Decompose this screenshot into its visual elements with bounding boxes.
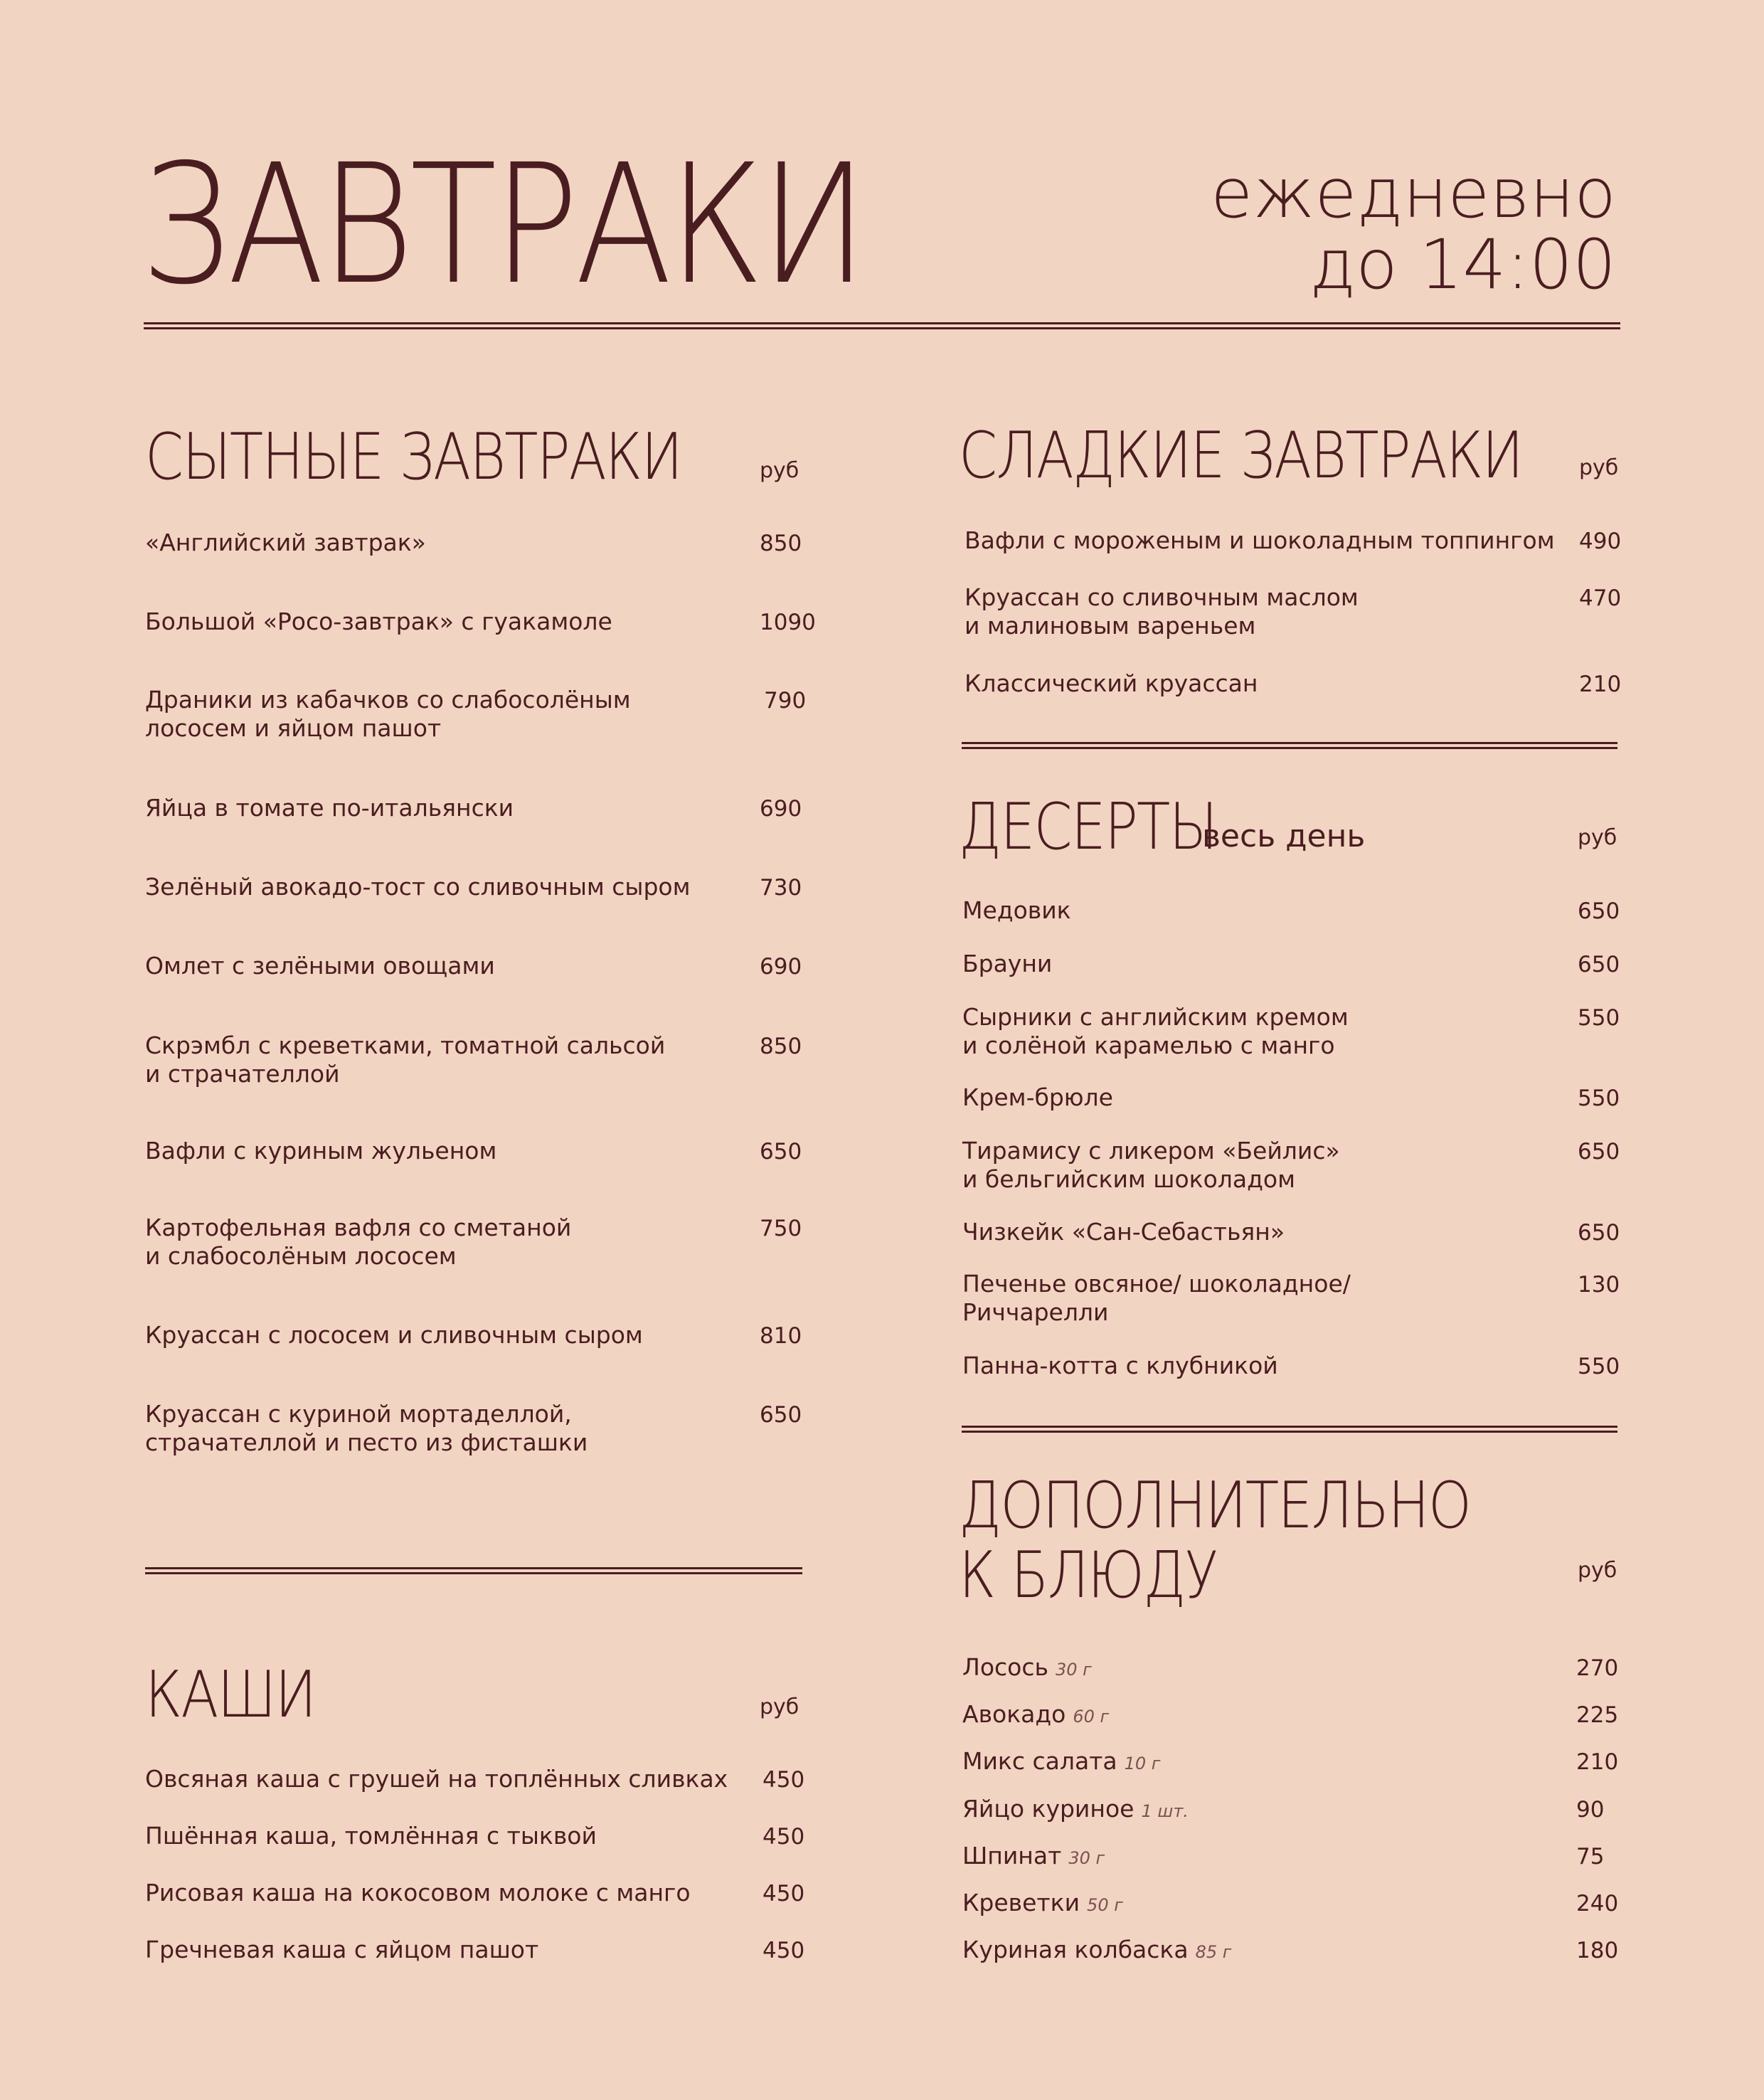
section-divider <box>962 1426 1617 1433</box>
menu-item-name-line2: и бельгийским шоколадом <box>962 1165 1295 1193</box>
menu-item-name: Гречневая каша с яйцом пашот <box>145 1936 539 1963</box>
menu-item-name: Тирамису с ликером «Бейлис» <box>962 1137 1340 1165</box>
menu-item-name: Овсяная каша с грушей на топлённых сливках <box>145 1765 728 1793</box>
section-title-sweet: СЛАДКИЕ ЗАВТРАКИ <box>959 418 1523 493</box>
extra-item-name: Шпинат <box>962 1842 1062 1870</box>
menu-item-name: Круассан с лососем и сливочным сыром <box>145 1321 643 1349</box>
menu-item-name-line2: лососем и яйцом пашот <box>145 714 442 742</box>
unit-label: руб <box>1579 455 1619 480</box>
menu-item-price: 550 <box>1578 1005 1620 1031</box>
unit-label: руб <box>760 458 799 483</box>
menu-item-price: 450 <box>763 1767 805 1793</box>
menu-item-price: 470 <box>1579 585 1622 611</box>
menu-item-price: 730 <box>760 875 802 901</box>
section-divider <box>145 1567 802 1574</box>
menu-item-name-line2: и малиновым вареньем <box>965 612 1256 640</box>
extra-item-name: Куриная колбаска <box>962 1936 1189 1963</box>
menu-item-name: Большой «Росо-завтрак» с гуакамоле <box>145 608 612 635</box>
menu-item-price: 450 <box>763 1938 805 1963</box>
menu-item-price: 650 <box>760 1402 802 1428</box>
extra-item-name: Микс салата <box>962 1747 1117 1775</box>
extra-item <box>962 1700 1109 1731</box>
menu-item-price: 1090 <box>760 610 816 635</box>
menu-item-price: 490 <box>1579 529 1622 554</box>
extra-item-name: Лосось <box>962 1653 1048 1681</box>
menu-item-price: 850 <box>760 1034 802 1059</box>
menu-item-price: 690 <box>760 954 802 980</box>
menu-item-name: Панна-котта с клубникой <box>962 1352 1278 1379</box>
extra-item <box>962 1795 1189 1825</box>
menu-item-name: Медовик <box>962 896 1071 924</box>
extra-item <box>962 1936 1231 1966</box>
menu-item-price: 650 <box>1578 898 1620 924</box>
hours-line-1: ежедневно <box>1211 154 1616 233</box>
menu-item-price: 690 <box>760 796 802 822</box>
menu-item-price: 210 <box>1576 1749 1619 1775</box>
menu-item-name-line2: и слабосолёным лососем <box>145 1242 457 1270</box>
extra-item <box>962 1842 1105 1872</box>
extra-item-weight: 50 г <box>1087 1895 1123 1915</box>
menu-item-price: 550 <box>1578 1354 1620 1379</box>
menu-item-name: Печенье овсяное/ шоколадное/ <box>962 1270 1351 1298</box>
unit-label: руб <box>1578 1558 1617 1583</box>
section-divider <box>962 742 1617 749</box>
menu-item-name: Круассан со сливочным маслом <box>965 583 1359 611</box>
menu-item-name: Круассан с куриной мортаделлой, <box>145 1400 572 1428</box>
menu-item-price: 130 <box>1578 1272 1620 1298</box>
menu-item-price: 225 <box>1576 1702 1619 1728</box>
menu-item-price: 550 <box>1578 1086 1620 1111</box>
menu-item-name: Крем-брюле <box>962 1083 1113 1111</box>
menu-item-price: 180 <box>1576 1938 1619 1963</box>
menu-item-price: 90 <box>1576 1797 1605 1823</box>
menu-item-name: Картофельная вафля со сметаной <box>145 1214 572 1241</box>
menu-item-price: 650 <box>1578 1139 1620 1165</box>
menu-item-price: 810 <box>760 1323 802 1349</box>
menu-item-name: Вафли с мороженым и шоколадным топпингом <box>965 526 1555 554</box>
menu-item-name: Пшённая каша, томлённая с тыквой <box>145 1822 597 1850</box>
menu-item-name-line2: страчателлой и песто из фисташки <box>145 1428 588 1456</box>
menu-item-name-line2: Риччарелли <box>962 1298 1109 1326</box>
menu-item-price: 650 <box>760 1139 802 1165</box>
extra-item-name: Креветки <box>962 1889 1080 1916</box>
extra-item-weight: 85 г <box>1195 1942 1232 1962</box>
menu-item-name: Чизкейк «Сан-Себастьян» <box>962 1218 1285 1246</box>
menu-item-price: 270 <box>1576 1655 1619 1681</box>
menu-item-name: Рисовая каша на кокосовом молоке с манго <box>145 1879 691 1907</box>
menu-item-name: Омлет с зелёными овощами <box>145 952 495 980</box>
hours-line-2: до 14:00 <box>1309 225 1616 304</box>
header-divider <box>144 322 1620 329</box>
menu-item-price: 850 <box>760 531 802 556</box>
extra-item <box>962 1747 1160 1778</box>
menu-item-price: 650 <box>1578 1220 1620 1246</box>
menu-item-name: Яйца в томате по-итальянски <box>145 794 514 822</box>
menu-item-name: Скрэмбл с креветками, томатной сальсой <box>145 1032 666 1059</box>
extra-item-weight: 10 г <box>1124 1754 1161 1773</box>
unit-label: руб <box>1578 825 1617 850</box>
section-title-extras-line2: К БЛЮДУ <box>959 1538 1218 1613</box>
menu-item-price: 750 <box>760 1216 802 1241</box>
menu-item-price: 75 <box>1576 1844 1605 1870</box>
menu-item-name: «Английский завтрак» <box>145 529 426 556</box>
extra-item <box>962 1889 1123 1919</box>
menu-item-name: Зелёный авокадо-тост со сливочным сыром <box>145 873 691 901</box>
section-title-desserts: ДЕСЕРТЫ <box>959 790 1217 864</box>
menu-item-price: 450 <box>763 1881 805 1907</box>
menu-item-price: 450 <box>763 1824 805 1850</box>
menu-item-name-line2: и страчателлой <box>145 1060 340 1088</box>
extra-item-name: Яйцо куриное <box>962 1795 1135 1823</box>
menu-item-name-line2: и солёной карамелью с манго <box>962 1032 1335 1059</box>
extra-item-weight: 60 г <box>1073 1707 1110 1727</box>
unit-label: руб <box>760 1695 799 1719</box>
menu-item-name: Брауни <box>962 950 1053 977</box>
section-title-extras-line1: ДОПОЛНИТЕЛЬНО <box>959 1468 1471 1543</box>
extra-item-weight: 30 г <box>1068 1848 1105 1868</box>
extra-item-name: Авокадо <box>962 1700 1066 1728</box>
menu-item-price: 240 <box>1576 1891 1619 1916</box>
menu-item-name: Сырники с английским кремом <box>962 1003 1349 1031</box>
hours-block <box>1211 154 1616 304</box>
extra-item-weight: 30 г <box>1055 1660 1092 1680</box>
section-title-hearty: СЫТНЫЕ ЗАВТРАКИ <box>145 420 682 494</box>
menu-item-price: 790 <box>764 688 807 714</box>
page-title: ЗАВТРАКИ <box>141 129 864 321</box>
menu-item-price: 650 <box>1578 952 1620 977</box>
menu-item-name: Драники из кабачков со слабосолёным <box>145 686 631 714</box>
section-title-porridge: КАШИ <box>145 1658 316 1732</box>
menu-item-name: Вафли с куриным жульеном <box>145 1137 497 1165</box>
extra-item-weight: 1 шт. <box>1141 1801 1189 1821</box>
section-subtitle: весь день <box>1202 818 1366 854</box>
menu-item-name: Классический круассан <box>965 669 1258 697</box>
extra-item <box>962 1653 1092 1684</box>
menu-item-price: 210 <box>1579 672 1622 697</box>
